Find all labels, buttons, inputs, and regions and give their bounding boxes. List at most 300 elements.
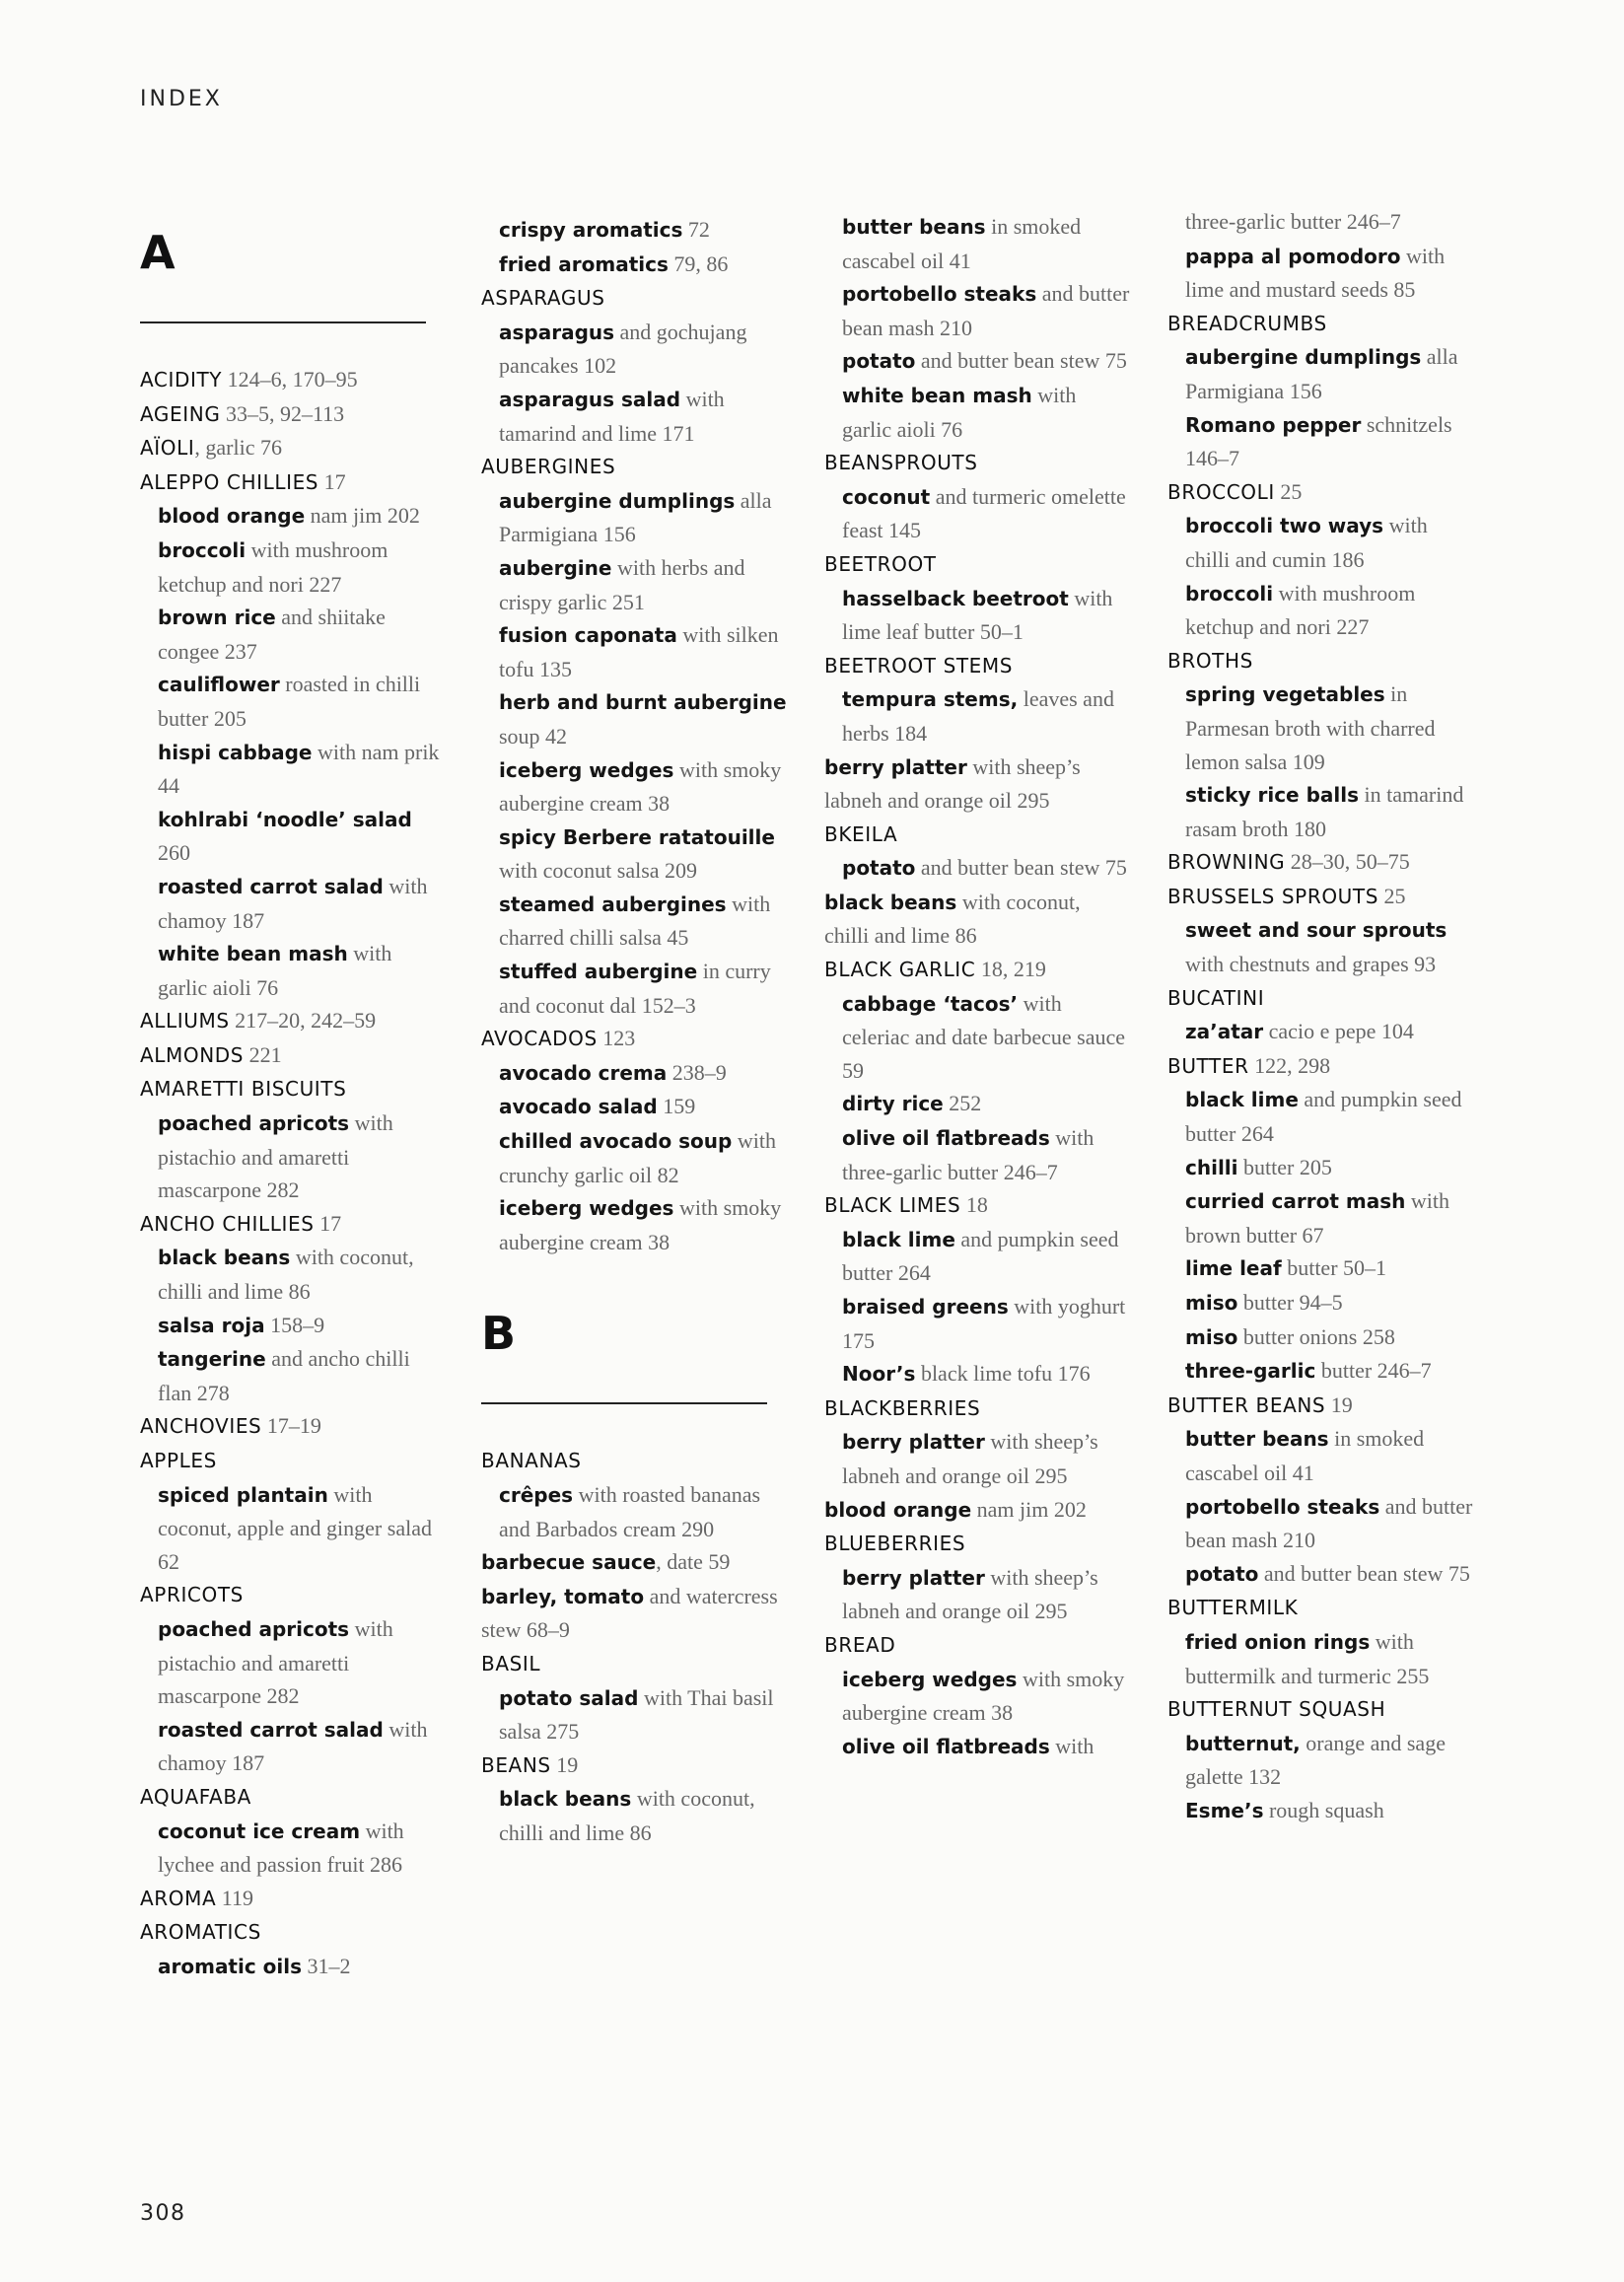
entry-keyword: AMARETTI BISCUITS bbox=[140, 1077, 347, 1102]
index-heading bbox=[140, 1915, 446, 1950]
entry-pages: with tamarind and lime 171 bbox=[499, 386, 725, 446]
index-entry bbox=[481, 618, 787, 685]
entry-keyword: miso bbox=[1185, 1324, 1238, 1349]
entry-keyword: AÏOLI bbox=[140, 436, 195, 461]
section-letter: A bbox=[140, 226, 176, 279]
index-entry bbox=[1167, 1083, 1473, 1150]
entry-pages: 221 bbox=[244, 1041, 282, 1067]
entry-keyword: broccoli bbox=[158, 537, 247, 562]
entry-keyword: stuffed aubergine bbox=[499, 960, 698, 984]
index-entry bbox=[481, 551, 787, 618]
entry-keyword: fusion caponata bbox=[499, 623, 677, 648]
entry-keyword: BEETROOT STEMS bbox=[824, 653, 1014, 677]
index-column-1 bbox=[140, 217, 446, 1984]
entry-keyword: poached apricots bbox=[158, 1111, 350, 1136]
entry-pages: with sheep’s labneh and orange oil 295 bbox=[842, 1429, 1098, 1488]
entry-pages: 158–9 bbox=[264, 1312, 325, 1337]
index-entry bbox=[1167, 1015, 1473, 1049]
entry-keyword: APPLES bbox=[140, 1449, 217, 1472]
entry-keyword: BRUSSELS SPROUTS bbox=[1167, 884, 1379, 908]
entry-keyword: black lime bbox=[842, 1227, 955, 1251]
index-entry bbox=[824, 344, 1130, 379]
entry-keyword: aubergine dumplings bbox=[499, 488, 736, 513]
index-entry bbox=[1167, 1184, 1473, 1251]
entry-list bbox=[481, 1444, 787, 1849]
entry-keyword: black beans bbox=[824, 890, 957, 914]
index-entry bbox=[824, 1561, 1130, 1628]
entry-pages: with chestnuts and grapes 93 bbox=[1185, 952, 1437, 977]
entry-keyword: BROTHS bbox=[1167, 648, 1253, 673]
index-entry bbox=[824, 1493, 1130, 1528]
index-entry bbox=[1167, 1794, 1473, 1828]
entry-pages: butter 246–7 bbox=[1315, 1358, 1432, 1384]
entry-keyword: dirty rice bbox=[842, 1092, 944, 1116]
entry-pages: with yoghurt 175 bbox=[842, 1294, 1126, 1353]
entry-keyword: ALMONDS bbox=[140, 1042, 245, 1067]
entry-pages: with lychee and passion fruit 286 bbox=[158, 1818, 404, 1878]
entry-pages: 217–20, 242–59 bbox=[229, 1008, 377, 1034]
entry-keyword: cauliflower bbox=[158, 673, 280, 697]
entry-keyword: BUTTER bbox=[1167, 1053, 1249, 1078]
entry-pages: 18 bbox=[960, 1192, 988, 1218]
index-heading bbox=[824, 649, 1130, 683]
entry-keyword: fried onion rings bbox=[1185, 1629, 1371, 1654]
entry-pages: with smoky aubergine cream 38 bbox=[499, 1195, 782, 1254]
entry-pages: alla Parmigiana 156 bbox=[1185, 344, 1458, 403]
entry-keyword: three-garlic bbox=[1185, 1359, 1316, 1384]
entry-pages: and ancho chilli flan 278 bbox=[158, 1346, 410, 1405]
entry-pages: with coconut, chilli and lime 86 bbox=[158, 1245, 414, 1305]
index-entry bbox=[140, 937, 446, 1004]
index-entry bbox=[140, 1342, 446, 1409]
entry-keyword: chilled avocado soup bbox=[499, 1129, 733, 1154]
entry-pages: in tamarind rasam broth 180 bbox=[1185, 782, 1464, 841]
entry-pages: 72 bbox=[682, 217, 710, 242]
entry-keyword: berry platter bbox=[842, 1430, 985, 1455]
entry-keyword: barbecue sauce bbox=[481, 1550, 657, 1575]
entry-pages: with sheep’s labneh and orange oil 295 bbox=[824, 753, 1081, 814]
index-entry bbox=[824, 1425, 1130, 1492]
index-heading bbox=[140, 1780, 446, 1815]
index-entry bbox=[824, 1223, 1130, 1290]
page-number: 308 bbox=[140, 2201, 186, 2226]
entry-keyword: spring vegetables bbox=[1185, 682, 1385, 707]
index-entry bbox=[1167, 408, 1473, 475]
entry-keyword: black beans bbox=[499, 1787, 632, 1812]
entry-pages: butter 94–5 bbox=[1237, 1290, 1343, 1315]
entry-keyword: BANANAS bbox=[481, 1449, 582, 1473]
entry-keyword: BLUEBERRIES bbox=[824, 1532, 966, 1556]
entry-pages: orange and sage galette 132 bbox=[1185, 1730, 1446, 1790]
section-letter: B bbox=[481, 1307, 517, 1361]
entry-keyword: ANCHOVIES bbox=[140, 1414, 262, 1439]
entry-pages: with brown butter 67 bbox=[1185, 1188, 1449, 1248]
entry-pages: with mushroom ketchup and nori 227 bbox=[158, 536, 388, 597]
letter-section-b bbox=[481, 1306, 787, 1404]
entry-pages: with coconut, chilli and lime 86 bbox=[824, 889, 1081, 949]
index-entry bbox=[140, 1612, 446, 1713]
entry-pages: with chamoy 187 bbox=[158, 873, 428, 933]
entry-pages: and butter bean stew 75 bbox=[915, 855, 1127, 881]
entry-keyword: BKEILA bbox=[824, 821, 898, 846]
index-entry bbox=[1167, 1151, 1473, 1185]
index-entry bbox=[824, 1290, 1130, 1357]
entry-pages: and gochujang pancakes 102 bbox=[499, 319, 747, 379]
index-entry bbox=[1167, 913, 1473, 980]
entry-keyword: butternut, bbox=[1185, 1731, 1301, 1755]
entry-keyword: ANCHO CHILLIES bbox=[140, 1211, 315, 1236]
index-column-2 bbox=[481, 213, 787, 1850]
entry-pages: and pumpkin seed butter 264 bbox=[842, 1226, 1119, 1286]
entry-pages: with garlic aioli 76 bbox=[842, 382, 1077, 442]
index-entry bbox=[140, 736, 446, 803]
entry-keyword: pappa al pomodoro bbox=[1185, 244, 1401, 268]
entry-keyword: sticky rice balls bbox=[1185, 783, 1360, 808]
entry-keyword: olive oil flatbreads bbox=[842, 1126, 1050, 1151]
entry-keyword: avocado crema bbox=[499, 1060, 668, 1085]
entry-pages: 17 bbox=[314, 1210, 342, 1236]
entry-keyword: BUCATINI bbox=[1167, 985, 1265, 1010]
entry-pages: three-garlic butter 246–7 bbox=[1185, 209, 1401, 234]
entry-pages: 119 bbox=[216, 1885, 253, 1910]
index-column-3 bbox=[824, 210, 1130, 1763]
index-entry bbox=[481, 1124, 787, 1191]
entry-pages: with pistachio and amaretti mascarpone 282 bbox=[158, 1110, 393, 1203]
entry-pages: in curry and coconut dal 152–3 bbox=[499, 959, 771, 1018]
entry-keyword: butter beans bbox=[842, 215, 986, 239]
index-entry bbox=[824, 210, 1130, 277]
index-heading bbox=[824, 547, 1130, 582]
index-entry bbox=[824, 379, 1130, 446]
entry-keyword: iceberg wedges bbox=[499, 1196, 674, 1221]
entry-pages: 19 bbox=[1325, 1391, 1353, 1417]
entry-keyword: broccoli two ways bbox=[1185, 514, 1384, 538]
entry-pages: and butter bean stew 75 bbox=[1258, 1560, 1470, 1586]
entry-keyword: spiced plantain bbox=[158, 1482, 328, 1507]
entry-pages: with nam prik 44 bbox=[158, 739, 440, 799]
index-entry bbox=[481, 1782, 787, 1849]
index-heading bbox=[824, 1391, 1130, 1426]
index-entry bbox=[824, 1357, 1130, 1391]
entry-pages: with pistachio and amaretti mascarpone 282 bbox=[158, 1615, 393, 1709]
entry-pages: and watercress stew 68–9 bbox=[481, 1583, 778, 1643]
index-heading bbox=[1167, 307, 1473, 341]
entry-keyword: iceberg wedges bbox=[499, 757, 674, 782]
entry-pages: 159 bbox=[657, 1094, 696, 1119]
index-heading bbox=[1167, 644, 1473, 678]
index-heading bbox=[481, 450, 787, 484]
index-heading bbox=[824, 818, 1130, 852]
entry-pages: with chilli and cumin 186 bbox=[1185, 513, 1428, 572]
entry-keyword: roasted carrot salad bbox=[158, 1717, 384, 1742]
entry-pages: leaves and herbs 184 bbox=[842, 686, 1114, 746]
index-entry bbox=[1167, 1354, 1473, 1389]
index-entry bbox=[140, 668, 446, 735]
section-divider bbox=[140, 321, 426, 323]
entry-pages: soup 42 bbox=[499, 723, 568, 749]
entry-keyword: poached apricots bbox=[158, 1616, 350, 1641]
entry-keyword: aromatic oils bbox=[158, 1954, 303, 1978]
index-entry bbox=[1167, 340, 1473, 407]
entry-keyword: barley, tomato bbox=[481, 1584, 645, 1608]
index-entry bbox=[824, 1121, 1130, 1188]
entry-pages: with buttermilk and turmeric 255 bbox=[1185, 1628, 1430, 1688]
entry-keyword: lime leaf bbox=[1185, 1256, 1282, 1281]
entry-pages: with roasted bananas and Barbados cream 290 bbox=[499, 1482, 761, 1541]
entry-keyword: aubergine dumplings bbox=[1185, 345, 1422, 370]
entry-list bbox=[1167, 205, 1473, 1828]
entry-pages: 79, 86 bbox=[668, 250, 729, 276]
index-entry bbox=[140, 1478, 446, 1579]
entry-pages: in Parmesan broth with charred lemon salsa 109 bbox=[1185, 681, 1436, 774]
entry-keyword: miso bbox=[1185, 1291, 1238, 1315]
entry-pages: 17–19 bbox=[261, 1413, 321, 1439]
entry-keyword: coconut ice cream bbox=[158, 1818, 361, 1843]
entry-keyword: BUTTER BEANS bbox=[1167, 1392, 1326, 1417]
entry-pages: black lime tofu 176 bbox=[915, 1361, 1091, 1387]
entry-pages: 238–9 bbox=[667, 1059, 727, 1085]
index-heading bbox=[140, 1207, 446, 1242]
entry-keyword: black lime bbox=[1185, 1088, 1299, 1112]
index-entry bbox=[824, 1087, 1130, 1121]
entry-keyword: tangerine bbox=[158, 1347, 266, 1372]
index-entry bbox=[1167, 1727, 1473, 1794]
entry-keyword: roasted carrot salad bbox=[158, 874, 384, 898]
index-entry bbox=[140, 803, 446, 870]
entry-pages: cacio e pepe 104 bbox=[1263, 1019, 1414, 1044]
entry-pages: 124–6, 170–95 bbox=[222, 367, 358, 392]
entry-keyword: BEANS bbox=[481, 1752, 551, 1777]
entry-keyword: tempura stems, bbox=[842, 687, 1019, 712]
entry-pages: with smoky aubergine cream 38 bbox=[499, 756, 782, 817]
entry-keyword: AROMA bbox=[140, 1886, 217, 1910]
index-entry bbox=[1167, 509, 1473, 576]
entry-keyword: BROCCOLI bbox=[1167, 479, 1275, 504]
entry-keyword: spicy Berbere ratatouille bbox=[499, 824, 775, 849]
index-heading bbox=[1167, 1591, 1473, 1625]
entry-pages: 28–30, 50–75 bbox=[1285, 849, 1410, 875]
index-heading bbox=[140, 1578, 446, 1612]
section-divider bbox=[481, 1402, 767, 1404]
entry-pages: 31–2 bbox=[302, 1953, 351, 1978]
index-entry bbox=[824, 480, 1130, 547]
index-heading bbox=[1167, 1692, 1473, 1727]
index-entry bbox=[824, 1730, 1130, 1764]
entry-pages: and pumpkin seed butter 264 bbox=[1185, 1087, 1462, 1147]
entry-pages: 123 bbox=[597, 1026, 636, 1051]
index-entry bbox=[1167, 1625, 1473, 1692]
entry-pages: with bbox=[1049, 1733, 1094, 1758]
entry-pages: with silken tofu 135 bbox=[499, 622, 779, 681]
entry-pages: with charred chilli salsa 45 bbox=[499, 891, 771, 951]
index-entry bbox=[481, 1681, 787, 1748]
index-entry bbox=[481, 1191, 787, 1258]
index-entry bbox=[140, 870, 446, 937]
index-heading bbox=[140, 1882, 446, 1916]
entry-keyword: AGEING bbox=[140, 401, 221, 426]
entry-pages: 33–5, 92–113 bbox=[220, 400, 345, 426]
entry-pages: butter 205 bbox=[1237, 1154, 1332, 1179]
entry-pages: 25 bbox=[1378, 883, 1406, 908]
entry-pages: with lime leaf butter 50–1 bbox=[842, 585, 1113, 645]
entry-keyword: blood orange bbox=[158, 504, 306, 529]
index-entry bbox=[481, 753, 787, 820]
entry-keyword: AROMATICS bbox=[140, 1920, 261, 1945]
entry-pages: nam jim 202 bbox=[305, 503, 420, 529]
entry-keyword: herb and burnt aubergine bbox=[499, 690, 787, 715]
entry-pages: with celeriac and date barbecue sauce 59 bbox=[842, 990, 1126, 1083]
entry-pages: and butter bean stew 75 bbox=[915, 348, 1127, 374]
entry-pages: and shiitake congee 237 bbox=[158, 605, 386, 664]
entry-pages: and turmeric omelette feast 145 bbox=[842, 483, 1126, 543]
entry-pages: butter 50–1 bbox=[1281, 1255, 1387, 1281]
entry-keyword: BREADCRUMBS bbox=[1167, 311, 1327, 335]
index-heading bbox=[824, 1188, 1130, 1223]
index-entry bbox=[481, 955, 787, 1022]
entry-keyword: AUBERGINES bbox=[481, 455, 616, 479]
entry-pages: , garlic 76 bbox=[194, 435, 282, 461]
entry-keyword: BREAD bbox=[824, 1632, 896, 1657]
entry-keyword: curried carrot mash bbox=[1185, 1189, 1406, 1214]
entry-pages: in smoked cascabel oil 41 bbox=[842, 214, 1082, 273]
index-entry bbox=[1167, 205, 1473, 240]
entry-pages: , date 59 bbox=[656, 1549, 731, 1575]
entry-keyword: salsa roja bbox=[158, 1313, 265, 1337]
entry-keyword: steamed aubergines bbox=[499, 891, 727, 916]
entry-keyword: cabbage ‘tacos’ bbox=[842, 991, 1019, 1016]
entry-pages: and butter bean mash 210 bbox=[842, 281, 1130, 340]
entry-keyword: coconut bbox=[842, 484, 931, 509]
entry-keyword: butter beans bbox=[1185, 1427, 1329, 1452]
index-entry bbox=[1167, 778, 1473, 845]
entry-pages: in smoked cascabel oil 41 bbox=[1185, 1426, 1425, 1485]
entry-keyword: broccoli bbox=[1185, 581, 1274, 606]
entry-keyword: chilli bbox=[1185, 1155, 1238, 1179]
entry-keyword: portobello steaks bbox=[842, 282, 1037, 307]
index-entry bbox=[1167, 1320, 1473, 1355]
entry-keyword: BEETROOT bbox=[824, 551, 937, 576]
entry-pages: and butter bean mash 210 bbox=[1185, 1493, 1473, 1553]
entry-keyword: Esme’s bbox=[1185, 1798, 1264, 1822]
entry-pages: with coconut, apple and ginger salad 62 bbox=[158, 1481, 432, 1574]
index-heading bbox=[1167, 1389, 1473, 1423]
entry-keyword: brown rice bbox=[158, 606, 276, 630]
entry-pages: with sheep’s labneh and orange oil 295 bbox=[842, 1564, 1098, 1624]
entry-keyword: BUTTERNUT SQUASH bbox=[1167, 1697, 1386, 1722]
entry-keyword: white bean mash bbox=[842, 383, 1032, 407]
entry-keyword: potato bbox=[842, 349, 916, 374]
index-heading bbox=[1167, 845, 1473, 880]
entry-keyword: asparagus salad bbox=[499, 387, 681, 411]
index-heading bbox=[140, 1072, 446, 1106]
entry-pages: with smoky aubergine cream 38 bbox=[842, 1666, 1125, 1726]
index-entry bbox=[824, 987, 1130, 1088]
index-entry bbox=[481, 820, 787, 888]
index-heading bbox=[481, 1647, 787, 1681]
entry-pages: with mushroom ketchup and nori 227 bbox=[1185, 580, 1416, 640]
entry-list bbox=[824, 210, 1130, 1763]
index-entry bbox=[140, 1309, 446, 1343]
entry-pages: 260 bbox=[158, 840, 190, 866]
index-entry bbox=[824, 682, 1130, 749]
entry-keyword: ASPARAGUS bbox=[481, 286, 605, 311]
entry-keyword: sweet and sour sprouts bbox=[1185, 918, 1447, 943]
entry-pages: with chamoy 187 bbox=[158, 1716, 428, 1776]
entry-keyword: AQUAFABA bbox=[140, 1784, 251, 1809]
entry-keyword: berry platter bbox=[824, 754, 967, 779]
entry-keyword: blood orange bbox=[824, 1497, 972, 1522]
entry-pages: with crunchy garlic oil 82 bbox=[499, 1128, 776, 1187]
index-heading bbox=[1167, 880, 1473, 914]
index-heading bbox=[481, 281, 787, 316]
index-entry bbox=[481, 1545, 787, 1580]
index-entry bbox=[481, 1580, 787, 1647]
index-heading bbox=[140, 1444, 446, 1478]
index-heading bbox=[140, 1409, 446, 1444]
index-heading bbox=[481, 1748, 787, 1783]
entry-pages: with coconut, chilli and lime 86 bbox=[499, 1786, 755, 1845]
index-heading bbox=[824, 1527, 1130, 1561]
entry-keyword: white bean mash bbox=[158, 942, 348, 966]
index-entry bbox=[824, 277, 1130, 344]
index-entry bbox=[1167, 677, 1473, 778]
entry-keyword: fried aromatics bbox=[499, 251, 669, 276]
index-entry bbox=[481, 888, 787, 955]
index-heading bbox=[1167, 1049, 1473, 1084]
entry-pages: with garlic aioli 76 bbox=[158, 941, 392, 1000]
entry-keyword: AVOCADOS bbox=[481, 1027, 598, 1051]
index-entry bbox=[1167, 1286, 1473, 1320]
entry-keyword: crispy aromatics bbox=[499, 218, 683, 242]
entry-keyword: Romano pepper bbox=[1185, 412, 1362, 437]
index-entry bbox=[824, 1663, 1130, 1730]
index-heading bbox=[824, 953, 1130, 987]
entry-pages: alla Parmigiana 156 bbox=[499, 487, 772, 547]
entry-list bbox=[140, 363, 446, 1984]
index-entry bbox=[140, 1815, 446, 1882]
letter-section-a bbox=[140, 225, 446, 323]
index-entry bbox=[140, 534, 446, 601]
entry-pages: 19 bbox=[550, 1751, 579, 1777]
index-entry bbox=[481, 213, 787, 248]
index-entry bbox=[140, 1713, 446, 1780]
index-entry bbox=[824, 886, 1130, 953]
entry-pages: with three-garlic butter 246–7 bbox=[842, 1125, 1094, 1184]
entry-pages: with herbs and crispy garlic 251 bbox=[499, 554, 745, 614]
entry-keyword: ALEPPO CHILLIES bbox=[140, 469, 319, 494]
index-entry bbox=[824, 750, 1130, 818]
page-header: INDEX bbox=[140, 87, 223, 111]
entry-pages: with coconut salsa 209 bbox=[499, 858, 698, 884]
entry-keyword: braised greens bbox=[842, 1295, 1009, 1319]
entry-keyword: BASIL bbox=[481, 1651, 541, 1676]
index-entry bbox=[140, 1241, 446, 1308]
entry-keyword: iceberg wedges bbox=[842, 1667, 1018, 1691]
entry-keyword: BEANSPROUTS bbox=[824, 451, 978, 475]
index-entry bbox=[481, 1090, 787, 1124]
entry-pages: nam jim 202 bbox=[971, 1496, 1087, 1522]
entry-keyword: crêpes bbox=[499, 1483, 574, 1507]
entry-keyword: BROWNING bbox=[1167, 850, 1286, 875]
entry-keyword: BLACKBERRIES bbox=[824, 1395, 981, 1420]
index-entry bbox=[140, 601, 446, 668]
entry-pages: 25 bbox=[1274, 478, 1303, 504]
entry-pages: 122, 298 bbox=[1248, 1052, 1331, 1078]
index-entry bbox=[481, 316, 787, 383]
index-heading bbox=[140, 397, 446, 432]
index-heading bbox=[140, 1038, 446, 1073]
index-heading bbox=[824, 446, 1130, 480]
